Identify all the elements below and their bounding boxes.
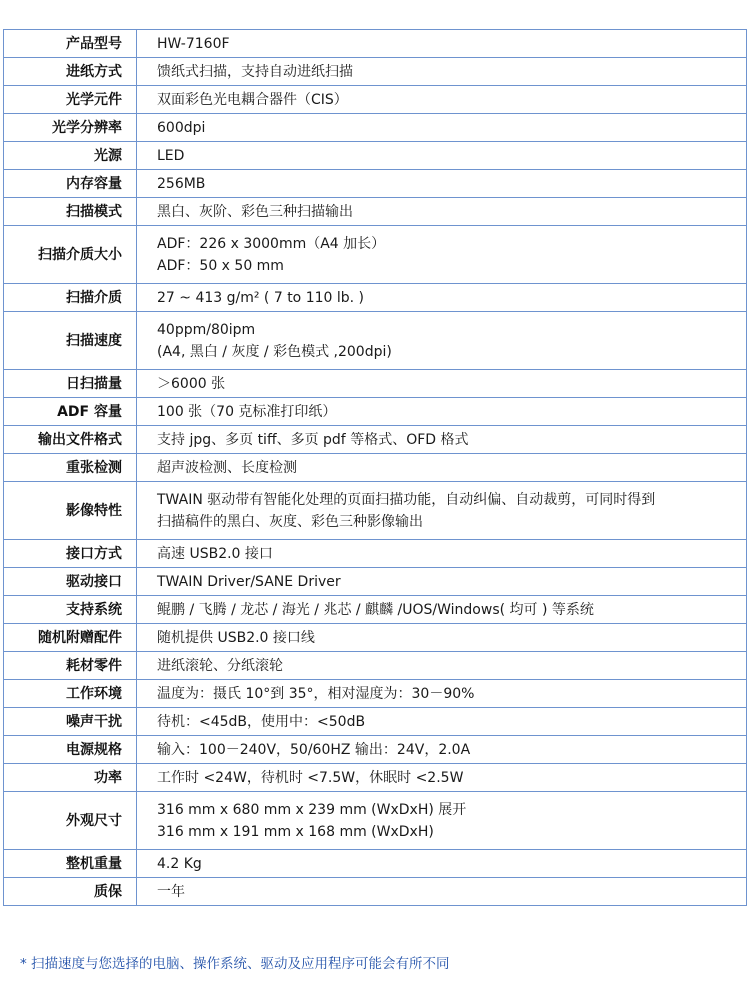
spec-row [4, 850, 747, 878]
spec-label: 工作环境 [4, 680, 137, 708]
spec-value-line: 双面彩色光电耦合器件（CIS） [157, 91, 348, 108]
spec-value-line: TWAIN 驱动带有智能化处理的页面扫描功能，自动纠偏、自动裁剪，可同时得到 [157, 491, 656, 508]
spec-value-line: 黑白、灰阶、彩色三种扫描输出 [157, 203, 353, 220]
spec-label: 噪声干扰 [4, 708, 137, 736]
spec-row [4, 652, 747, 680]
spec-value [137, 426, 747, 454]
spec-row [4, 454, 747, 482]
spec-value [137, 312, 747, 370]
spec-value [137, 708, 747, 736]
spec-value-line: TWAIN Driver/SANE Driver [157, 573, 341, 590]
spec-row [4, 680, 747, 708]
spec-row [4, 596, 747, 624]
spec-row [4, 398, 747, 426]
spec-label: 质保 [4, 878, 137, 906]
spec-value-line: 支持 jpg、多页 tiff、多页 pdf 等格式、OFD 格式 [157, 431, 469, 448]
spec-table-body [4, 30, 747, 906]
spec-value [137, 568, 747, 596]
spec-value-line: 27 ~ 413 g/m² ( 7 to 110 lb. ) [157, 289, 365, 306]
spec-label: 功率 [4, 764, 137, 792]
spec-value-line: 600dpi [157, 119, 206, 136]
spec-value [137, 792, 747, 850]
spec-table [3, 29, 747, 906]
spec-row [4, 540, 747, 568]
spec-value-line: 馈纸式扫描，支持自动进纸扫描 [157, 63, 353, 80]
spec-label: 内存容量 [4, 170, 137, 198]
spec-value-line: ADF：226 x 3000mm（A4 加长） [157, 235, 386, 252]
spec-label: 耗材零件 [4, 652, 137, 680]
spec-label: 光学分辨率 [4, 114, 137, 142]
spec-value-line: 温度为：摄氏 10°到 35°，相对湿度为：30－90% [157, 685, 475, 702]
spec-value-line: 随机提供 USB2.0 接口线 [157, 629, 315, 646]
spec-label: 进纸方式 [4, 58, 137, 86]
spec-row [4, 482, 747, 540]
spec-value [137, 226, 747, 284]
spec-value [137, 850, 747, 878]
spec-value-line: 256MB [157, 175, 206, 192]
spec-label: 电源规格 [4, 736, 137, 764]
spec-label: 扫描速度 [4, 312, 137, 370]
spec-value [137, 680, 747, 708]
spec-value-line: 100 张（70 克标准打印纸） [157, 403, 337, 420]
spec-value [137, 284, 747, 312]
spec-value [137, 482, 747, 540]
spec-value [137, 398, 747, 426]
spec-value [137, 30, 747, 58]
spec-value-line: 工作时 <24W，待机时 <7.5W，休眠时 <2.5W [157, 769, 464, 786]
spec-value-line: ＞6000 张 [157, 375, 226, 392]
spec-label: 输出文件格式 [4, 426, 137, 454]
spec-row [4, 708, 747, 736]
spec-label: 光学元件 [4, 86, 137, 114]
spec-label: 重张检测 [4, 454, 137, 482]
spec-value-line: (A4, 黑白 / 灰度 / 彩色模式 ,200dpi) [157, 343, 392, 360]
spec-value [137, 624, 747, 652]
spec-value-line: 待机：<45dB，使用中：<50dB [157, 713, 366, 730]
spec-value-line: 超声波检测、长度检测 [157, 459, 297, 476]
spec-value [137, 454, 747, 482]
spec-row [4, 30, 747, 58]
spec-label: 驱动接口 [4, 568, 137, 596]
spec-value [137, 652, 747, 680]
spec-value [137, 540, 747, 568]
footnote: * 扫描速度与您选择的电脑、操作系统、驱动及应用程序可能会有所不同 [20, 956, 450, 972]
spec-row [4, 764, 747, 792]
spec-table-container [3, 29, 747, 906]
spec-row [4, 142, 747, 170]
spec-label: 光源 [4, 142, 137, 170]
spec-label: 产品型号 [4, 30, 137, 58]
spec-label: 接口方式 [4, 540, 137, 568]
spec-row [4, 114, 747, 142]
spec-value [137, 596, 747, 624]
spec-row [4, 624, 747, 652]
spec-value [137, 142, 747, 170]
spec-label: 整机重量 [4, 850, 137, 878]
spec-label: 扫描模式 [4, 198, 137, 226]
spec-row [4, 198, 747, 226]
spec-row [4, 86, 747, 114]
spec-row [4, 878, 747, 906]
spec-row [4, 370, 747, 398]
spec-value-line: HW-7160F [157, 35, 230, 52]
spec-value [137, 114, 747, 142]
spec-value-line: LED [157, 147, 185, 164]
spec-row [4, 170, 747, 198]
spec-value [137, 736, 747, 764]
spec-label: 随机附赠配件 [4, 624, 137, 652]
spec-value-line: 316 mm x 191 mm x 168 mm (WxDxH) [157, 823, 434, 840]
spec-value-line: 鲲鹏 / 飞腾 / 龙芯 / 海光 / 兆芯 / 麒麟 /UOS/Windows( 均可 ) 等系统 [157, 601, 594, 618]
spec-label: ADF 容量 [4, 398, 137, 426]
spec-value [137, 198, 747, 226]
spec-label: 扫描介质大小 [4, 226, 137, 284]
spec-row [4, 736, 747, 764]
spec-label: 外观尺寸 [4, 792, 137, 850]
spec-row [4, 568, 747, 596]
spec-value-line: 进纸滚轮、分纸滚轮 [157, 657, 283, 674]
spec-value [137, 370, 747, 398]
spec-value-line: 一年 [157, 883, 185, 900]
spec-label: 影像特性 [4, 482, 137, 540]
spec-value [137, 878, 747, 906]
spec-value-line: ADF：50 x 50 mm [157, 257, 284, 274]
spec-value [137, 170, 747, 198]
spec-label: 扫描介质 [4, 284, 137, 312]
spec-value-line: 高速 USB2.0 接口 [157, 545, 273, 562]
spec-value-line: 4.2 Kg [157, 855, 202, 872]
spec-row [4, 226, 747, 284]
spec-row [4, 312, 747, 370]
spec-row [4, 426, 747, 454]
spec-value [137, 58, 747, 86]
spec-label: 支持系统 [4, 596, 137, 624]
spec-value-line: 40ppm/80ipm [157, 321, 256, 338]
spec-row [4, 792, 747, 850]
spec-label: 日扫描量 [4, 370, 137, 398]
spec-value-line: 扫描稿件的黑白、灰度、彩色三种影像输出 [157, 513, 423, 530]
spec-value [137, 86, 747, 114]
spec-value [137, 764, 747, 792]
spec-row [4, 58, 747, 86]
spec-value-line: 316 mm x 680 mm x 239 mm (WxDxH) 展开 [157, 801, 467, 818]
spec-row [4, 284, 747, 312]
spec-value-line: 输入：100－240V，50/60HZ 输出：24V，2.0A [157, 741, 471, 758]
